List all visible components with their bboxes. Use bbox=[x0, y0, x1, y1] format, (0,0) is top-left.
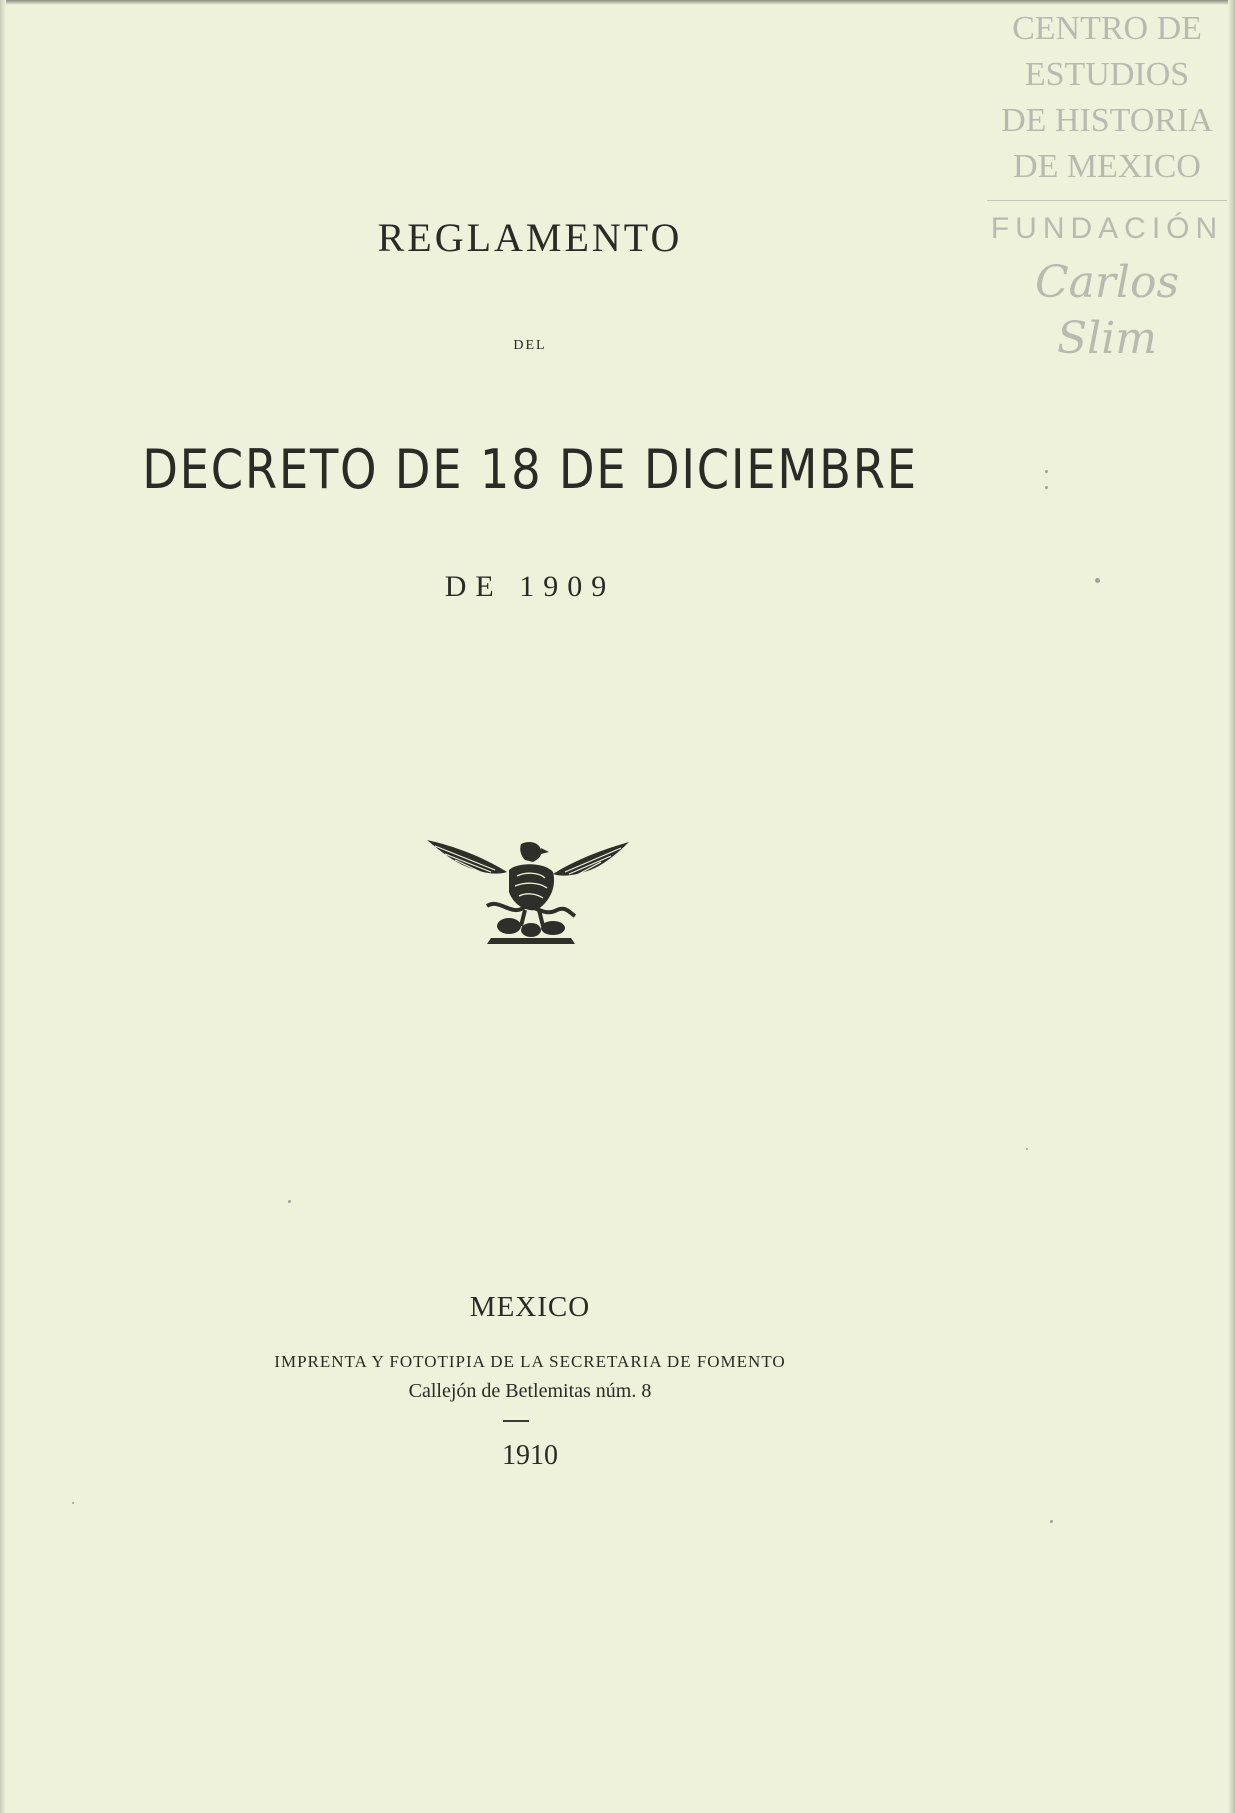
paper-speck bbox=[1095, 578, 1100, 583]
paper-speck bbox=[1026, 1148, 1028, 1150]
title-reglamento: REGLAMENTO bbox=[377, 215, 683, 260]
watermark-foundation: FUNDACIÓN bbox=[990, 212, 1224, 245]
page-edge-left bbox=[0, 0, 6, 1813]
paper-speck bbox=[1045, 470, 1048, 473]
watermark-line: ESTUDIOS bbox=[1024, 56, 1190, 93]
page-edge-top bbox=[0, 0, 1235, 5]
watermark-line: DE HISTORIA bbox=[1001, 102, 1213, 139]
paper-speck bbox=[288, 1200, 291, 1203]
mexican-eagle-icon bbox=[425, 836, 631, 946]
institution-watermark bbox=[987, 6, 1227, 367]
watermark-line: DE MEXICO bbox=[1013, 148, 1201, 185]
title-year-1909: DE 1909 bbox=[444, 570, 616, 603]
imprint-press: IMPRENTA Y FOTOTIPIA DE LA SECRETARIA DE FOMENTO bbox=[274, 1352, 786, 1371]
imprint-divider bbox=[503, 1420, 529, 1422]
imprint-year: 1910 bbox=[502, 1440, 558, 1471]
paper-speck bbox=[1050, 1520, 1053, 1523]
page-edge-right bbox=[1228, 0, 1235, 1813]
watermark-signature: Carlos Slim bbox=[1034, 257, 1180, 364]
imprint-address: Callejón de Betlemitas núm. 8 bbox=[408, 1380, 652, 1402]
title-del: DEL bbox=[513, 338, 547, 353]
title-decreto: DECRETO DE 18 DE DICIEMBRE bbox=[142, 438, 918, 501]
paper-speck bbox=[1045, 486, 1048, 489]
watermark-divider bbox=[987, 200, 1227, 201]
imprint-place: MEXICO bbox=[469, 1291, 591, 1323]
watermark-line: CENTRO DE bbox=[1012, 10, 1202, 47]
paper-speck bbox=[72, 1502, 74, 1504]
